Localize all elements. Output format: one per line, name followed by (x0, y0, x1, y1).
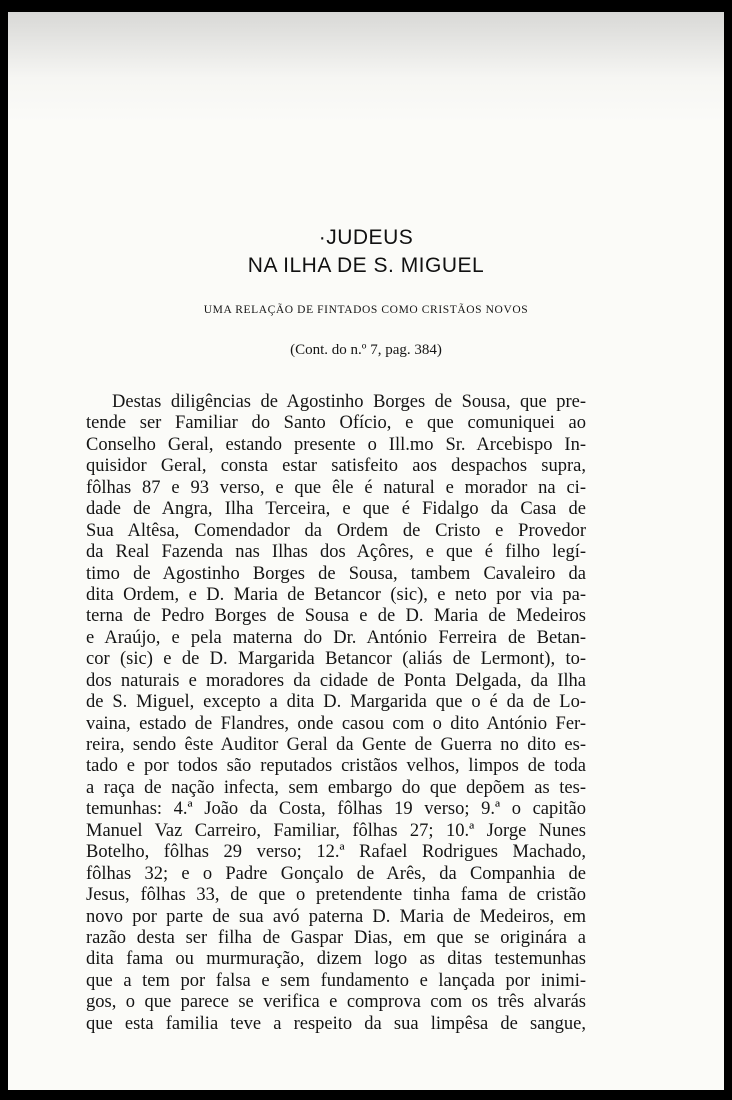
text-line: cor (sic) e de D. Margarida Betancor (aliás de Lermont), to- (86, 649, 586, 670)
text-line: da Real Fazenda nas Ilhas dos Açôres, e que é filho legí- (86, 542, 586, 563)
text-line: fôlhas 87 e 93 verso, e que êle é natural e morador na ci- (86, 477, 586, 498)
text-line: fôlhas 32; e o Padre Gonçalo de Arês, da Companhia de (86, 863, 586, 884)
text-line: dita fama ou murmuração, dizem logo as ditas testemunhas (86, 949, 586, 970)
continuation-note: (Cont. do n.º 7, pag. 384) (290, 342, 442, 358)
text-line: Sua Altêsa, Comendador da Ordem de Cristo e Provedor (86, 520, 586, 541)
text-line: Manuel Vaz Carreiro, Familiar, fôlhas 27; 10.ª Jorge Nunes (86, 820, 586, 841)
text-line: gos, o que parece se verifica e comprova com os três alvarás (86, 992, 586, 1013)
text-line: terna de Pedro Borges de Sousa e de D. Maria de Medeiros (86, 606, 586, 627)
text-line: dita Ordem, e D. Maria de Betancor (sic), e neto por via pa- (86, 584, 586, 605)
text-line: timo de Agostinho Borges de Sousa, tambem Cavaleiro da (86, 563, 586, 584)
text-line: Botelho, fôlhas 29 verso; 12.ª Rafael Rodrigues Machado, (86, 842, 586, 863)
text-line: tado e por todos são reputados cristãos velhos, limpos de toda (86, 756, 586, 777)
text-line: Destas diligências de Agostinho Borges de Sousa, que pre- (112, 392, 586, 412)
text-line: Jesus, fôlhas 33, de que o pretendente tinha fama de cristão (86, 885, 586, 906)
text-line: que a tem por falsa e sem fundamento e lançada por inimi- (86, 970, 586, 991)
text-line: a raça de nação infecta, sem embargo do que depõem as tes- (86, 777, 586, 798)
text-line: Conselho Geral, estando presente o Ill.mo Sr. Arcebispo In- (86, 434, 586, 455)
scan-shadow (8, 12, 724, 122)
text-line: razão desta ser filha de Gaspar Dias, em que se originára a (86, 927, 586, 948)
scan-border-right (724, 0, 732, 1100)
text-line: e Araújo, e pela materna do Dr. António Ferreira de Betan- (86, 627, 586, 648)
text-line: quisidor Geral, consta estar satisfeito aos despachos supra, (86, 456, 586, 477)
subtitle: UMA RELAÇÃO DE FINTADOS COMO CRISTÃOS NOVOS (203, 304, 529, 316)
text-line: novo por parte de sua avó paterna D. Maria de Medeiros, em (86, 906, 586, 927)
text-line: tende ser Familiar do Santo Ofício, e que comuniquei ao (86, 413, 586, 434)
body-text (86, 392, 586, 1035)
text-line: reira, sendo êste Auditor Geral da Gente de Guerra no dito es- (86, 735, 586, 755)
document-page (8, 12, 724, 1090)
text-line: de S. Miguel, excepto a dita D. Margarida que o é da de Lo- (86, 692, 586, 713)
text-line: dos naturais e moradores da cidade de Ponta Delgada, da Ilha (86, 670, 586, 691)
text-line: que esta familia teve a respeito da sua limpêsa de sangue, (86, 1013, 586, 1034)
title-line-1: ·JUDEUS (318, 226, 414, 249)
text-line: dade de Angra, Ilha Terceira, e que é Fidalgo da Casa de (86, 499, 586, 520)
text-line: vaina, estado de Flandres, onde casou com o dito António Fer- (86, 713, 586, 734)
text-line: temunhas: 4.ª João da Costa, fôlhas 19 verso; 9.ª o capitão (86, 799, 586, 820)
title-line-2: NA ILHA DE S. MIGUEL (247, 254, 485, 277)
